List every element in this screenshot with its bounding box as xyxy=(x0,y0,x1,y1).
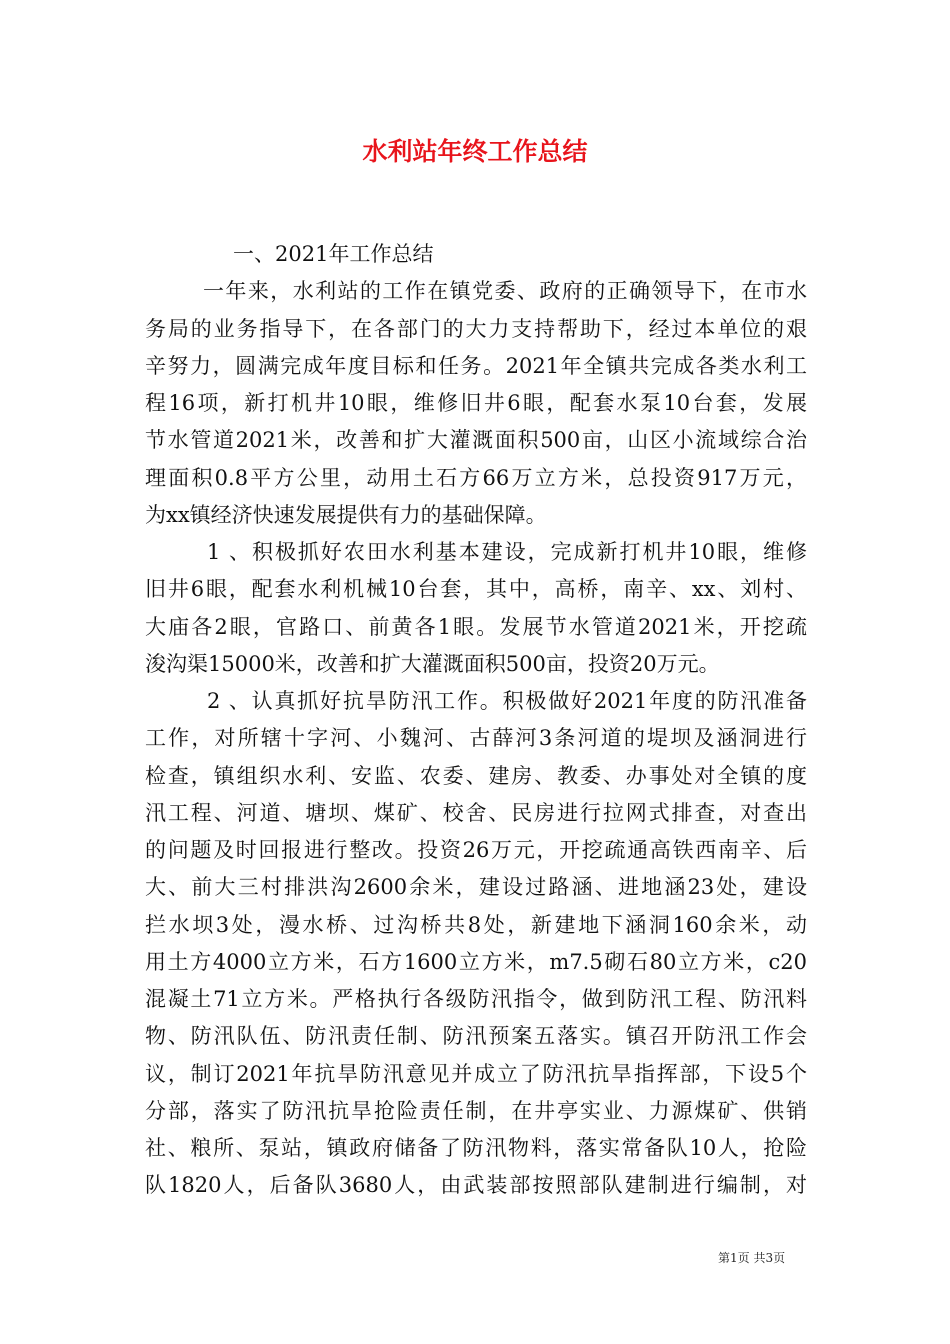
paragraph-1 xyxy=(145,273,807,534)
text-line: 程16项，新打机井10眼，维修旧井6眼，配套水泵10台套，发展 xyxy=(145,391,807,415)
text-line: 理面积0.8平方公里，动用土石方66万立方米，总投资917万元， xyxy=(145,465,807,490)
text-line: 社、粮所、泵站，镇政府储备了防汛物料，落实常备队10人，抢险 xyxy=(145,1136,807,1160)
section-heading: 一、2021年工作总结 xyxy=(233,242,434,266)
text-line: 分部，落实了防汛抗旱抢险责任制，在井亭实业、力源煤矿、供销 xyxy=(145,1098,807,1123)
text-line: 汛工程、河道、塘坝、煤矿、校舍、民房进行拉网式排查，对查出 xyxy=(145,800,807,825)
text-line: 2 、认真抓好抗旱防汛工作。积极做好2021年度的防汛准备 xyxy=(207,689,807,713)
text-line: 辛努力，圆满完成年度目标和任务。2021年全镇共完成各类水利工 xyxy=(145,353,807,378)
text-line: 用土方4000立方米，石方1600立方米，m7.5砌石80立方米，c20 xyxy=(145,949,807,974)
text-line: 浚沟渠15000米，改善和扩大灌溉面积500亩，投资20万元。 xyxy=(145,651,720,676)
text-line: 旧井6眼，配套水利机械10台套，其中，高桥，南辛、xx、刘村、 xyxy=(145,577,807,602)
paragraph-2 xyxy=(145,534,807,683)
text-line: 工作，对所辖十字河、小魏河、古薛河3条河道的堤坝及涵洞进行 xyxy=(145,726,807,751)
text-line: 一年来，水利站的工作在镇党委、政府的正确领导下，在市水 xyxy=(203,279,807,304)
text-line: 为xx镇经济快速发展提供有力的基础保障。 xyxy=(145,502,547,527)
text-line: 1 、积极抓好农田水利基本建设，完成新打机井10眼，维修 xyxy=(207,540,807,564)
text-line: 混凝土71立方米。严格执行各级防汛指令，做到防汛工程、防汛料 xyxy=(145,987,807,1011)
text-line: 检查，镇组织水利、安监、农委、建房、教委、办事处对全镇的度 xyxy=(145,763,807,788)
text-line: 的问题及时回报进行整改。投资26万元，开挖疏通高铁西南辛、后 xyxy=(145,838,807,862)
text-line: 议，制订2021年抗旱防汛意见并成立了防汛抗旱指挥部，下设5个 xyxy=(145,1061,807,1086)
text-line: 务局的业务指导下，在各部门的大力支持帮助下，经过本单位的艰 xyxy=(145,316,807,341)
text-line: 节水管道2021米，改善和扩大灌溉面积500亩，山区小流域综合治 xyxy=(145,428,807,453)
document-body xyxy=(145,236,807,1205)
text-line: 物、防汛队伍、防汛责任制、防汛预案五落实。镇召开防汛工作会 xyxy=(145,1024,807,1049)
text-line: 大庙各2眼，官路口、前黄各1眼。发展节水管道2021米，开挖疏 xyxy=(145,614,807,639)
text-line: 队1820人，后备队3680人，由武装部按照部队建制进行编制，对 xyxy=(145,1173,807,1198)
document-title: 水利站年终工作总结 xyxy=(362,137,588,166)
text-line: 拦水坝3处，漫水桥、过沟桥共8处，新建地下涵洞160余米，动 xyxy=(145,912,807,937)
page-number: 第1页 共3页 xyxy=(718,1251,786,1265)
paragraph-3 xyxy=(145,683,807,1205)
text-line: 大、前大三村排洪沟2600余米，建设过路涵、进地涵23处，建设 xyxy=(145,875,807,900)
